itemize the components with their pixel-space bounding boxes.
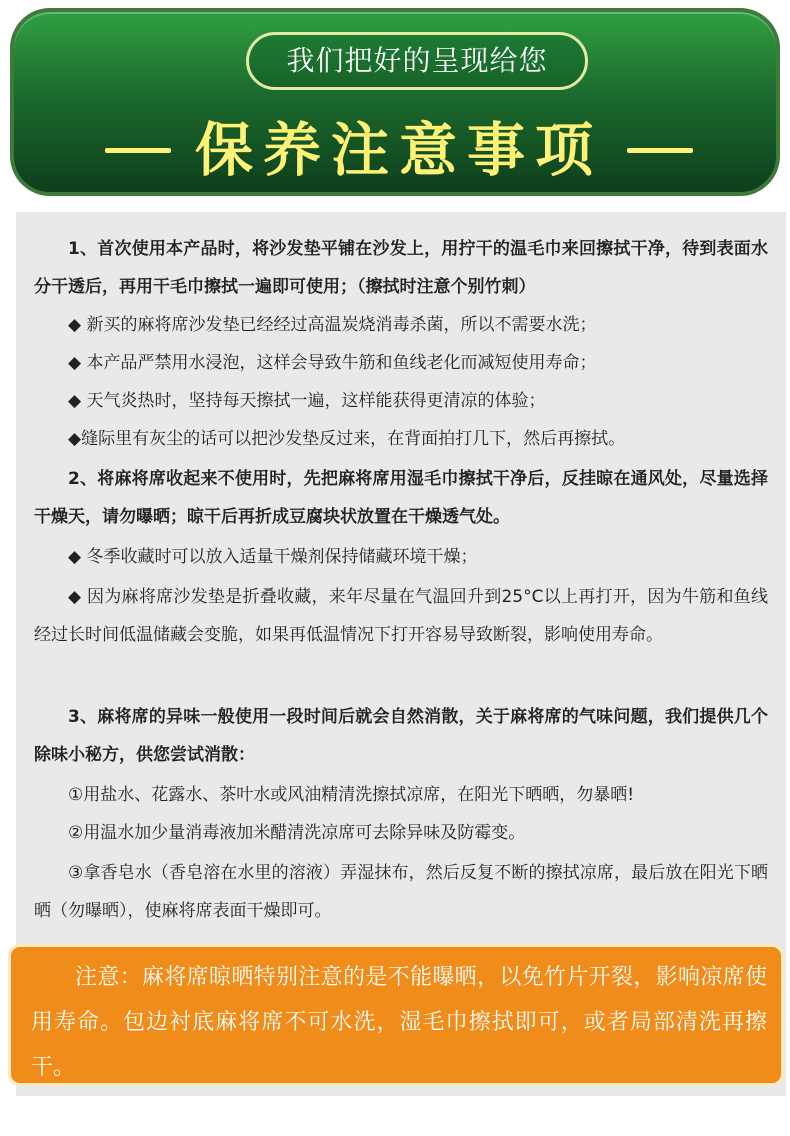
section-2-bullet-1: ◆ 冬季收藏时可以放入适量干燥剂保持储藏环境干燥； [68, 547, 478, 567]
section-3-item-2: ②用温水加少量消毒液加米醋清洗凉席可去除异味及防霉变。 [68, 823, 526, 843]
main-title [14, 110, 784, 190]
section-1-bullet-3: ◆ 天气炎热时，坚持每天擦拭一遍，这样能获得更清凉的体验； [68, 391, 546, 411]
section-3-main: 3、麻将席的异味一般使用一段时间后就会自然消散，关于麻将席的气味问题，我们提供几个除味小秘方，供您尝试消散： [34, 707, 768, 765]
section-1-main: 1、首次使用本产品时，将沙发垫平铺在沙发上，用拧干的温毛巾来回擦拭干净，待到表面水分干透后，再用干毛巾擦拭一遍即可使用；（擦拭时注意个别竹刺） [34, 239, 768, 297]
section-3-item-3: ③拿香皂水（香皂溶在水里的溶液）弄湿抹布，然后反复不断的擦拭凉席，最后放在阳光下晒晒（勿曝晒），使麻将席表面干燥即可。 [34, 863, 768, 921]
notice-box [8, 944, 784, 1086]
notice-text: 注意：麻将席晾晒特别注意的是不能曝晒，以免竹片开裂，影响凉席使用寿命。包边衬底麻将席不可水洗，湿毛巾擦拭即可，或者局部清洗再擦干。 [31, 965, 767, 1080]
section-2-main: 2、将麻将席收起来不使用时，先把麻将席用湿毛巾擦拭干净后，反挂晾在通风处，尽量选择干燥天，请勿曝晒；晾干后再折成豆腐块状放置在干燥透气处。 [34, 469, 768, 527]
section-1-bullet-4: ◆缝际里有灰尘的话可以把沙发垫反过来，在背面拍打几下，然后再擦拭。 [68, 429, 626, 449]
title-dash-left [105, 148, 171, 153]
section-2-bullet-2: ◆ 因为麻将席沙发垫是折叠收藏，来年尽量在气温回升到25°C以上再打开，因为牛筋和鱼线经过长时间低温储藏会变脆，如果再低温情况下打开容易导致断裂，影响使用寿命。 [34, 587, 768, 645]
header-banner [10, 8, 780, 196]
section-3-item-1: ①用盐水、花露水、茶叶水或风油精清洗擦拭凉席，在阳光下晒晒，勿暴晒! [68, 785, 635, 805]
title-dash-right [627, 148, 693, 153]
section-1-bullet-1: ◆ 新买的麻将席沙发垫已经经过高温炭烧消毒杀菌，所以不需要水洗； [68, 315, 597, 335]
subtitle-pill: 我们把好的呈现给您 [246, 32, 588, 90]
section-1-bullet-2: ◆ 本产品严禁用水浸泡，这样会导致牛筋和鱼线老化而减短使用寿命； [68, 353, 597, 373]
page-title: 保养注意事项 [194, 116, 603, 184]
